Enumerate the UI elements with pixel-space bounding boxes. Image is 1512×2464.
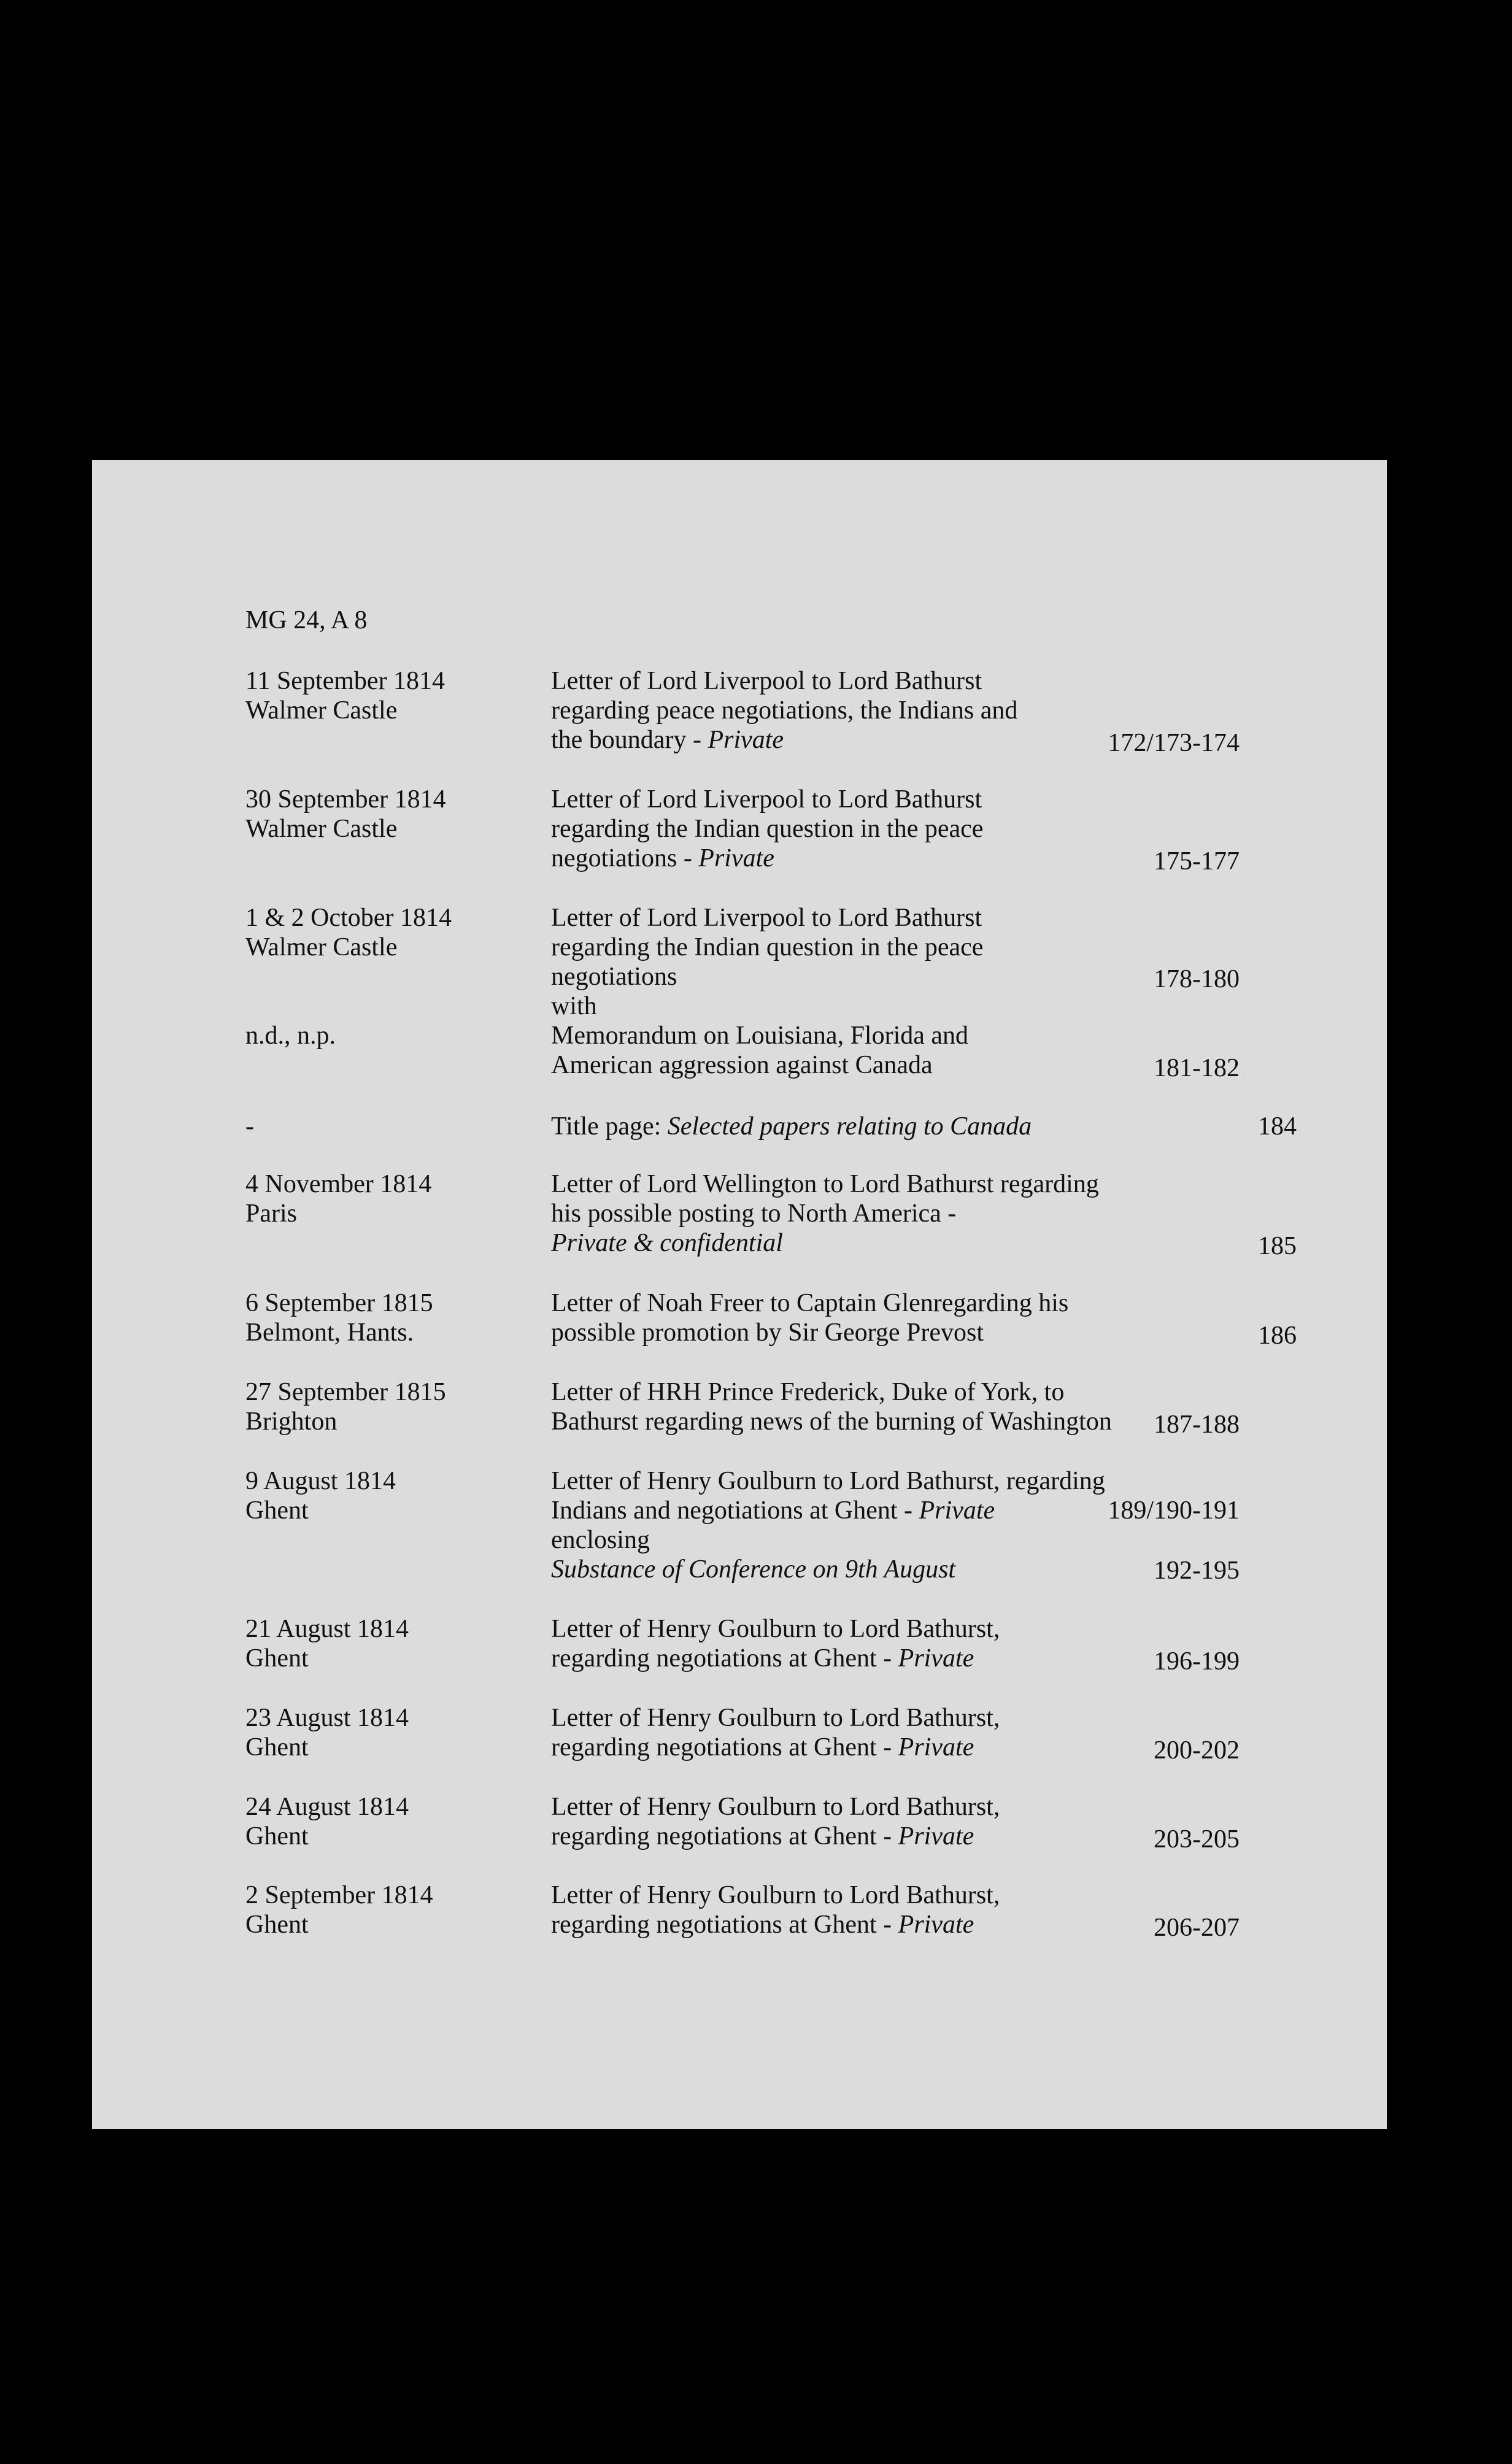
entry-privacy-note: - Private (692, 726, 784, 754)
entry-date: 4 November 1814 (245, 1170, 432, 1198)
entry-description-line: Letter of Henry Goulburn to Lord Bathurst, (551, 1881, 1000, 1909)
entry-description-line (551, 844, 774, 873)
entry-description-line: negotiations (551, 963, 677, 991)
entry-privacy-note: Private & confidential (551, 1229, 783, 1257)
entry-description-text: regarding negotiations at Ghent - (551, 1733, 892, 1761)
entry-place: Ghent (245, 1644, 309, 1673)
entry-description-text: the boundary (551, 726, 687, 754)
entry-description-line (551, 1112, 1032, 1141)
entry-description-line: Letter of Lord Liverpool to Lord Bathurst (551, 785, 982, 814)
entry-description-line: regarding peace negotiations, the Indians and (551, 696, 1018, 725)
entry-description-text: regarding negotiations at Ghent - (551, 1911, 892, 1939)
entry-page-reference: 185 (1258, 1232, 1297, 1260)
entry-place: Ghent (245, 1911, 309, 1939)
entry-page-reference: 172/173-174 (1108, 729, 1240, 757)
entry-place: Paris (245, 1199, 297, 1228)
entry-description-line (551, 1496, 995, 1525)
entry-page-reference: 187-188 (1154, 1411, 1240, 1439)
entry-description-text: Indians and negotiations at Ghent - (551, 1496, 913, 1525)
entry-description-text: regarding negotiations at Ghent - (551, 1644, 892, 1673)
entry-description-line (551, 1644, 974, 1673)
entry-date: 23 August 1814 (245, 1704, 409, 1732)
entry-place: Walmer Castle (245, 815, 398, 843)
entry-description-text: negotiations (551, 844, 677, 872)
entry-description-line: Bathurst regarding news of the burning of Washington (551, 1407, 1112, 1436)
entry-description-line: his possible posting to North America - (551, 1199, 957, 1228)
entry-page-reference: 186 (1258, 1322, 1297, 1350)
document-page (92, 460, 1387, 2129)
entry-page-reference: 175-177 (1154, 847, 1240, 876)
entry-privacy-note: - Private (683, 844, 774, 872)
entry-place: Ghent (245, 1733, 309, 1761)
entry-date: 11 September 1814 (245, 667, 446, 695)
entry-description-line: regarding the Indian question in the peace (551, 933, 984, 961)
entry-place: Belmont, Hants. (245, 1319, 414, 1347)
entry-page-reference: 203-205 (1154, 1825, 1240, 1854)
entry-description-line: American aggression against Canada (551, 1051, 933, 1079)
entry-description-line: Letter of Lord Wellington to Lord Bathurst regarding (551, 1170, 1099, 1198)
entry-date: 9 August 1814 (245, 1467, 396, 1495)
entry-date: 30 September 1814 (245, 785, 446, 814)
entry-date: 2 September 1814 (245, 1881, 433, 1909)
entry-description-line: Letter of Henry Goulburn to Lord Bathurst, (551, 1704, 1000, 1732)
entry-description-line: Letter of Henry Goulburn to Lord Bathurst, regarding (551, 1467, 1105, 1495)
entry-page-reference: 200-202 (1154, 1736, 1240, 1765)
entry-date: 21 August 1814 (245, 1615, 409, 1643)
entry-description-line (551, 1910, 974, 1939)
entry-privacy-note: Private (898, 1911, 974, 1939)
entry-description-line: Letter of Henry Goulburn to Lord Bathurst, (551, 1615, 1000, 1643)
entry-description-text: regarding negotiations at Ghent - (551, 1822, 892, 1850)
entry-description-line: Letter of Henry Goulburn to Lord Bathurst, (551, 1793, 1000, 1821)
entry-privacy-note: Private (898, 1733, 974, 1761)
entry-page-reference: 189/190-191 (1108, 1496, 1240, 1525)
entry-privacy-note: Private (898, 1822, 974, 1850)
entry-page-reference: 178-180 (1154, 965, 1240, 993)
entry-date: 6 September 1815 (245, 1289, 433, 1317)
entry-place: Walmer Castle (245, 933, 398, 961)
entry-description-text: Title page: (551, 1112, 662, 1141)
entry-privacy-note: Private (919, 1496, 995, 1525)
entry-page-reference: 192-195 (1154, 1557, 1240, 1585)
entry-privacy-note: Private (898, 1644, 974, 1673)
entry-description-line: Letter of Lord Liverpool to Lord Bathurst (551, 904, 982, 932)
entry-description-line: Memorandum on Louisiana, Florida and (551, 1022, 969, 1050)
entry-description-line: with (551, 992, 597, 1020)
entry-description-line (551, 725, 784, 755)
entry-page-reference: 196-199 (1154, 1647, 1240, 1676)
entry-date: 24 August 1814 (245, 1793, 409, 1821)
entry-date: 1 & 2 October 1814 (245, 904, 452, 932)
entry-page-reference: 184 (1258, 1112, 1297, 1141)
entry-description-line: regarding the Indian question in the peace (551, 815, 984, 843)
entry-enclosure-title: Substance of Conference on 9th August (551, 1555, 956, 1584)
entry-description-line: enclosing (551, 1526, 650, 1554)
entry-description-line: possible promotion by Sir George Prevost (551, 1319, 984, 1347)
entry-date: 27 September 1815 (245, 1378, 446, 1406)
entry-page-reference: 206-207 (1154, 1914, 1240, 1942)
entry-title-italic: Selected papers relating to Canada (667, 1112, 1032, 1141)
entry-description-line: Letter of HRH Prince Frederick, Duke of York, to (551, 1378, 1065, 1406)
entry-date: n.d., n.p. (245, 1022, 336, 1050)
entry-place: Brighton (245, 1407, 338, 1436)
entry-description-line: Letter of Noah Freer to Captain Glenregarding his (551, 1289, 1069, 1317)
entry-place: Ghent (245, 1496, 309, 1525)
entry-description-line (551, 1555, 955, 1584)
entry-description-line (551, 1228, 783, 1258)
entry-description-line: Letter of Lord Liverpool to Lord Bathurst (551, 667, 982, 695)
entry-description-line (551, 1822, 974, 1851)
entry-place: Walmer Castle (245, 696, 398, 725)
entry-page-reference: 181-182 (1154, 1054, 1240, 1082)
entry-description-line (551, 1733, 974, 1762)
entry-place: Ghent (245, 1822, 309, 1850)
collection-reference: MG 24, A 8 (245, 606, 368, 634)
entry-date: - (245, 1112, 254, 1141)
